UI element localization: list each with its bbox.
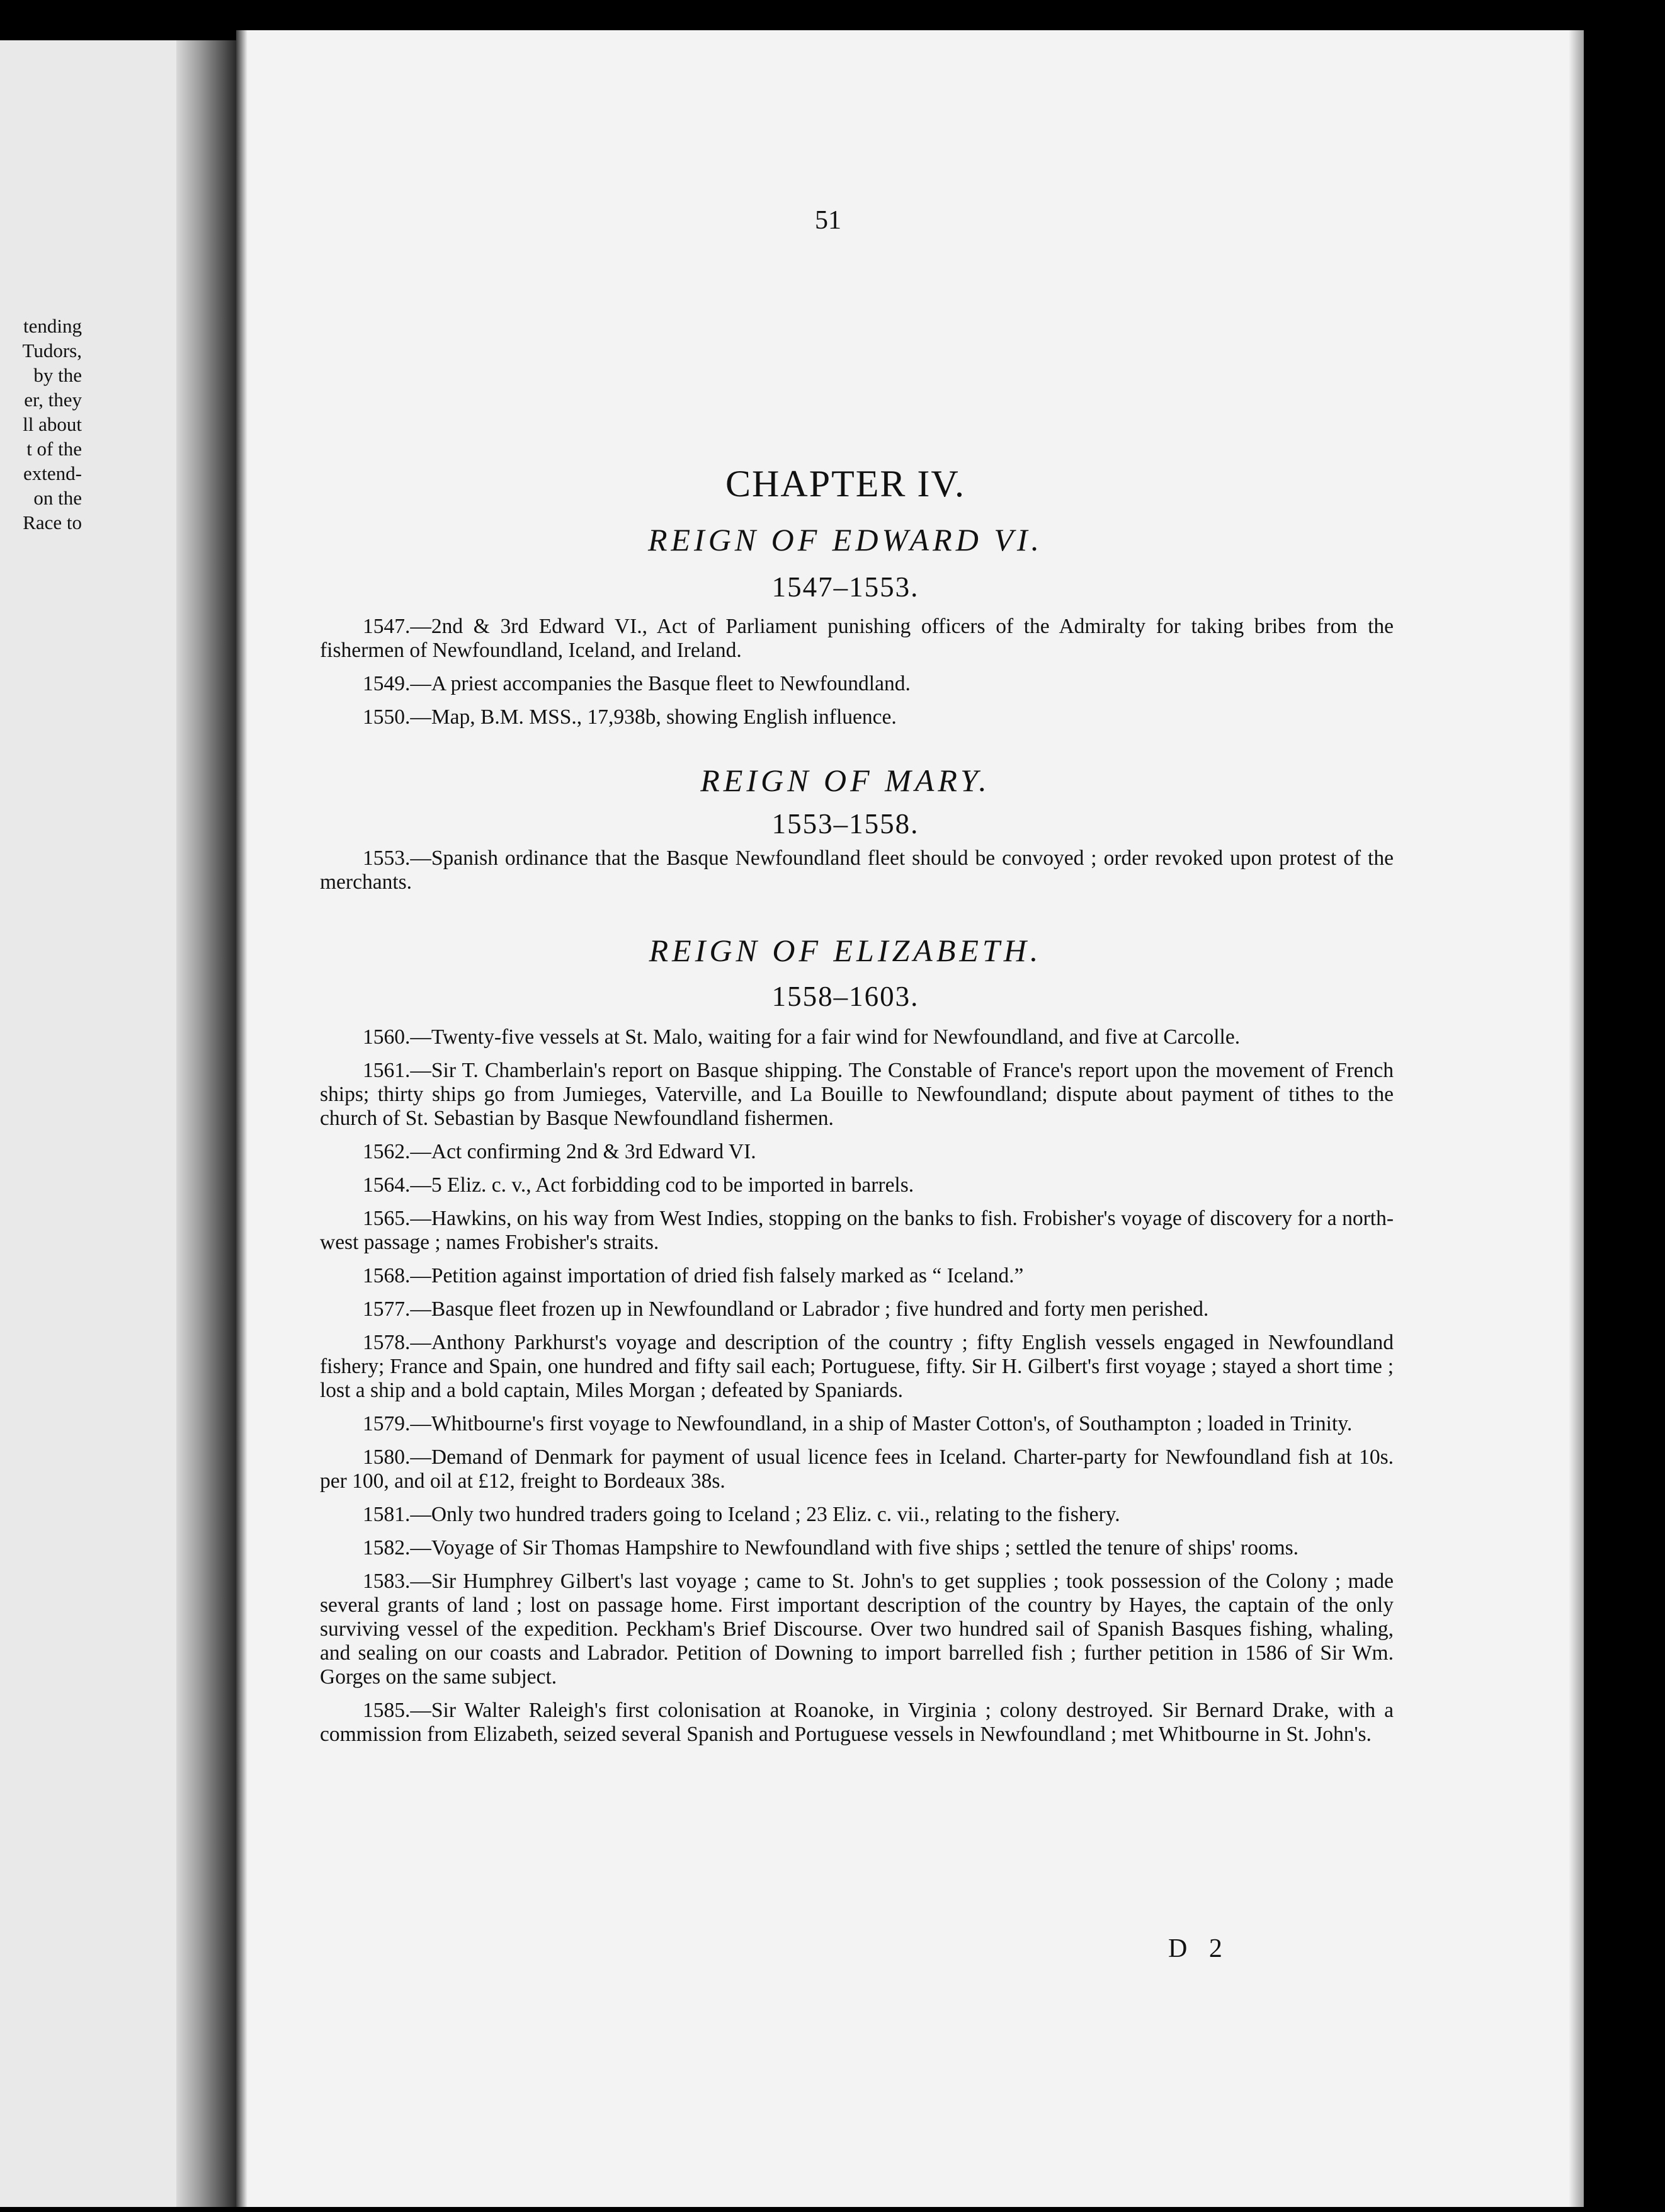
chronology-entry: 1581.—Only two hundred traders going to Iceland ; 23 Eliz. c. vii., relating to the fishery. (363, 1503, 1120, 1526)
chapter-heading: CHAPTER IV. (725, 463, 965, 505)
chronology-entry: 1560.—Twenty-five vessels at St. Malo, waiting for a fair wind for Newfoundland, and five at Carcolle. (363, 1025, 1241, 1049)
chronology-entry: 1568.—Petition against importation of dried fish falsely marked as “ Iceland.” (363, 1264, 1024, 1287)
signature-mark: D 2 (1168, 1934, 1230, 1963)
chronology-entry: 1564.—5 Eliz. c. v., Act forbidding cod to be imported in barrels. (363, 1173, 914, 1197)
chronology-entry: 1580.—Demand of Denmark for payment of usual licence fees in Iceland. Charter-party for Newfoundland fish at 10s. per 100, and oil at £12, freight to Bordeaux 38s. (320, 1445, 1394, 1493)
chronology-entry: 1585.—Sir Walter Raleigh's first colonisation at Roanoke, in Virginia ; colony destroyed. Sir Bernard Drake, with a commission from Elizabeth, seized several Spanish and Portuguese vessels in Newfoundland ; met Whitbourne in St. John's. (320, 1699, 1394, 1746)
chronology-entry: 1577.—Basque fleet frozen up in Newfoundland or Labrador ; five hundred and forty men perished. (363, 1297, 1209, 1321)
binding-gutter (176, 40, 236, 2207)
page-right-edge (1569, 30, 1584, 2207)
left-page-line: er, they (24, 389, 82, 411)
reign-heading-edward: REIGN OF EDWARD VI. (647, 522, 1043, 557)
reign-heading-elizabeth: REIGN OF ELIZABETH. (649, 933, 1042, 968)
left-page-line: tending (23, 315, 82, 337)
left-page-line: ll about (23, 413, 82, 435)
chronology-entry: 1561.—Sir T. Chamberlain's report on Basque shipping. The Constable of France's report upon the movement of French ships; thirty ships go from Jumieges, Vaterville, and La Bouille to Newfoundland; dispute about payment of tithes to the church of St. Sebastian by Basque Newfoundland fishermen. (320, 1059, 1394, 1130)
chronology-entry: 1565.—Hawkins, on his way from West Indies, stopping on the banks to fish. Frobisher's voyage of discovery for a north-west passage ; names Frobisher's straits. (320, 1207, 1394, 1254)
entries-edward (320, 615, 1394, 729)
chronology-entry: 1583.—Sir Humphrey Gilbert's last voyage ; came to St. John's to get supplies ; took possession of the Colony ; made several grants of land ; lost on passage home. First important description of the country by Hayes, the captain of the only surviving vessel of the expedition. Peckham's Brief Discourse. Over two hundred sail of Spanish Basques fishing, whaling, and sealing on our coasts and Labrador. Petition of Downing to import barrelled fish ; further petition in 1586 of Sir Wm. Gorges on the same subject. (320, 1570, 1394, 1689)
left-page-line: by the (33, 364, 82, 386)
left-page-line: on the (33, 487, 82, 509)
left-page-line: Tudors, (22, 339, 82, 362)
chronology-entry: 1549.—A priest accompanies the Basque fleet to Newfoundland. (363, 672, 911, 695)
chronology-entry: 1578.—Anthony Parkhurst's voyage and description of the country ; fifty English vessels engaged in Newfoundland fishery; France and Spain, one hundred and fifty sail each; Portuguese, fifty. Sir H. Gilbert's first voyage ; stayed a short time ; lost a ship and a bold captain, Miles Morgan ; defeated by Spaniards. (320, 1331, 1394, 1402)
chronology-entry: 1582.—Voyage of Sir Thomas Hampshire to Newfoundland with five ships ; settled the tenure of ships' rooms. (363, 1536, 1299, 1559)
left-page-line: t of the (26, 438, 82, 460)
reign-years-edward: 1547–1553. (771, 571, 919, 603)
chronology-entry: 1550.—Map, B.M. MSS., 17,938b, showing English influence. (363, 705, 897, 729)
chronology-entry: 1547.—2nd & 3rd Edward VI., Act of Parliament punishing officers of the Admiralty for taking bribes from the fishermen of Newfoundland, Iceland, and Ireland. (320, 615, 1394, 662)
page-number: 51 (815, 206, 841, 235)
reign-heading-mary: REIGN OF MARY. (700, 763, 991, 798)
chronology-entry: 1562.—Act confirming 2nd & 3rd Edward VI. (363, 1140, 756, 1163)
left-page (0, 40, 236, 2207)
left-page-text (23, 314, 82, 535)
left-page-line: Race to (23, 511, 82, 533)
right-page (236, 30, 1584, 2207)
reign-years-elizabeth: 1558–1603. (771, 981, 919, 1012)
left-page-line: extend- (23, 462, 82, 484)
entries-mary (320, 847, 1394, 894)
reign-years-mary: 1553–1558. (771, 808, 919, 840)
entries-elizabeth (320, 1025, 1394, 1747)
chronology-entry: 1579.—Whitbourne's first voyage to Newfoundland, in a ship of Master Cotton's, of Southampton ; loaded in Trinity. (363, 1412, 1353, 1435)
page-edge-shadow (236, 30, 247, 2207)
chronology-entry: 1553.—Spanish ordinance that the Basque Newfoundland fleet should be convoyed ; order revoked upon protest of the merchants. (320, 847, 1394, 894)
